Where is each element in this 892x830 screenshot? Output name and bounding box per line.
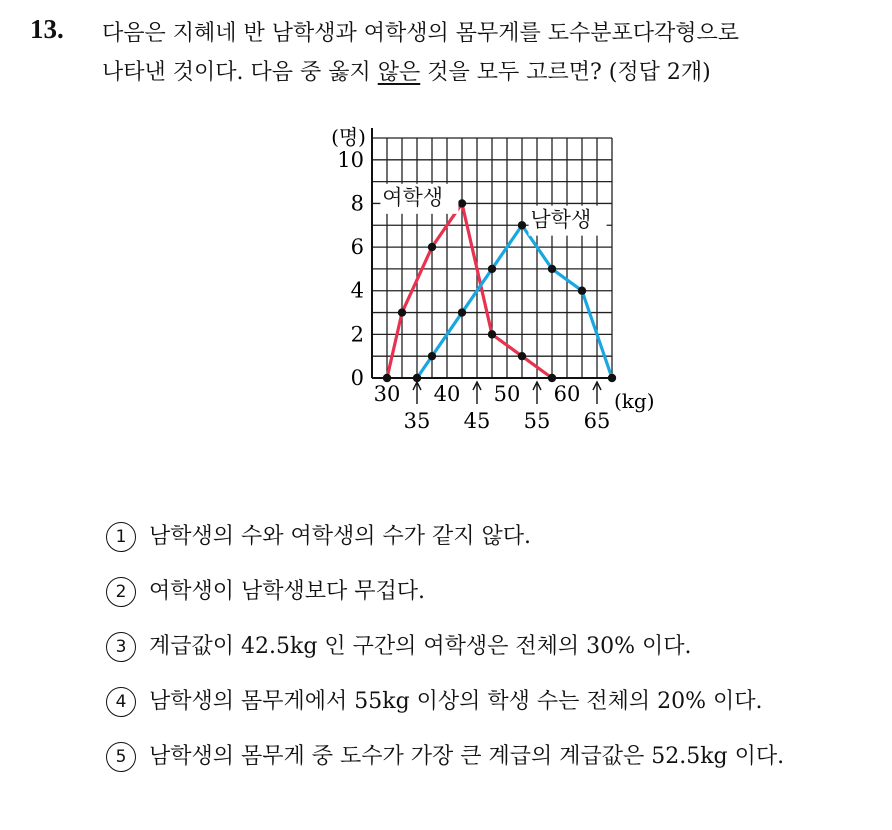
option-1-text: 남학생의 수와 여학생의 수가 같지 않다.	[149, 524, 531, 549]
option-3[interactable]	[106, 630, 866, 685]
option-2[interactable]	[106, 575, 866, 630]
data-point	[458, 199, 466, 207]
y-tick-label: 2	[350, 322, 364, 347]
data-point	[578, 287, 586, 295]
data-point	[428, 243, 436, 251]
x-tick-label: 65	[583, 409, 611, 433]
question-line-1: 다음은 지혜네 반 남학생과 여학생의 몸무게를 도수분포다각형으로	[102, 21, 740, 46]
x-tick-label: 60	[553, 382, 581, 406]
y-unit-label: (명)	[331, 125, 366, 149]
data-point	[518, 221, 526, 229]
question-number: 13.	[30, 14, 64, 44]
series-line-2	[417, 225, 612, 378]
data-point	[608, 374, 616, 382]
option-5-number: 5	[106, 742, 136, 772]
option-2-number: 2	[106, 577, 136, 607]
data-point	[428, 352, 436, 360]
data-point	[458, 308, 466, 316]
y-tick-label: 4	[350, 278, 364, 303]
answer-options	[106, 520, 866, 830]
option-4-text: 남학생의 몸무게에서 55kg 이상의 학생 수는 전체의 20% 이다.	[149, 689, 763, 714]
frequency-polygon-chart	[310, 122, 655, 446]
x-tick-label: 35	[403, 409, 431, 433]
data-point	[548, 374, 556, 382]
option-5[interactable]	[106, 740, 866, 830]
x-tick-label: 50	[493, 382, 521, 406]
series-label: 여학생	[382, 185, 444, 210]
chart-svg	[310, 122, 655, 442]
question-text	[102, 14, 892, 92]
data-point	[488, 330, 496, 338]
option-5-text: 남학생의 몸무게 중 도수가 가장 큰 계급의 계급값은 52.5kg 이다.	[149, 744, 785, 769]
option-3-text: 계급값이 42.5kg 인 구간의 여학생은 전체의 30% 이다.	[149, 634, 692, 659]
y-tick-label: 6	[350, 235, 364, 260]
series-label: 남학생	[530, 207, 592, 232]
option-4-number: 4	[106, 687, 136, 717]
option-1-number: 1	[106, 522, 136, 552]
question-line-2-end: 것을 모두 고르면? (정답 2개)	[420, 60, 711, 85]
data-point	[518, 352, 526, 360]
x-tick-label: 45	[463, 409, 491, 433]
question-line-2	[102, 53, 892, 92]
x-tick-label: 55	[523, 409, 551, 433]
question-line-2-start: 나타낸 것이다. 다음 중 옳지	[102, 60, 378, 85]
data-point	[413, 374, 421, 382]
y-tick-label: 10	[337, 147, 364, 172]
y-tick-label: 0	[350, 366, 364, 390]
x-tick-label: 30	[373, 382, 401, 406]
data-point	[383, 374, 391, 382]
y-tick-label: 8	[350, 191, 364, 216]
x-tick-label: 40	[433, 382, 461, 406]
option-4[interactable]	[106, 685, 866, 740]
option-2-text: 여학생이 남학생보다 무겁다.	[149, 579, 426, 604]
option-1[interactable]	[106, 520, 866, 575]
option-3-number: 3	[106, 632, 136, 662]
x-unit-label: (kg)	[614, 389, 655, 413]
data-point	[398, 308, 406, 316]
underlined-word: 않은	[377, 60, 421, 85]
data-point	[548, 265, 556, 273]
data-point	[488, 265, 496, 273]
